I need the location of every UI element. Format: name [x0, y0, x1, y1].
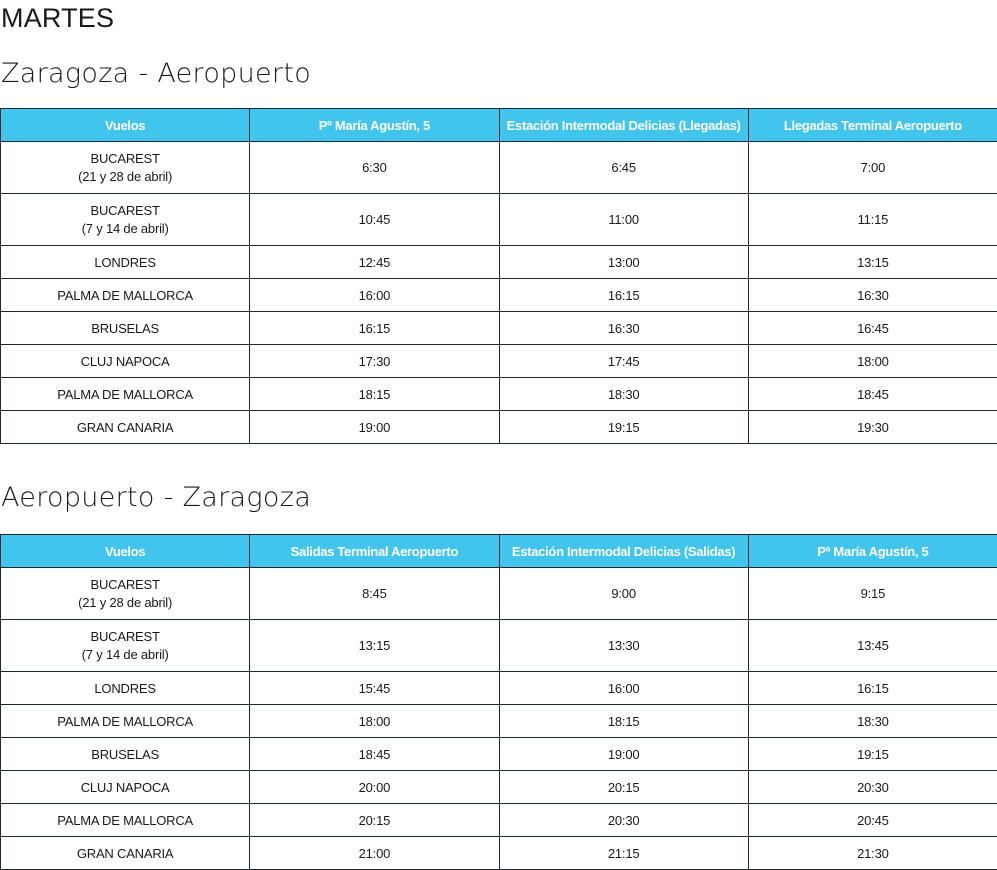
table-row [1, 279, 997, 312]
time-cell: 20:15 [250, 804, 499, 837]
column-header: Llegadas Terminal Aeropuerto [748, 109, 997, 142]
schedule-table-aeropuerto-zaragoza [0, 534, 997, 870]
flight-cell [1, 279, 250, 312]
time-cell: 6:30 [250, 142, 499, 194]
table-row [1, 312, 997, 345]
time-cell: 18:30 [748, 705, 997, 738]
flight-name: GRAN CANARIA [5, 420, 245, 435]
flight-dates-note: (7 y 14 de abril) [5, 646, 245, 664]
time-cell: 18:45 [250, 738, 499, 771]
time-cell: 19:00 [499, 738, 748, 771]
time-cell: 17:30 [250, 345, 499, 378]
column-header: Estación Intermodal Delicias (Salidas) [499, 535, 748, 568]
route-title-zaragoza-aeropuerto: Zaragoza - Aeropuerto [1, 57, 311, 91]
time-cell: 7:00 [748, 142, 997, 194]
time-cell: 16:45 [748, 312, 997, 345]
header-row [1, 535, 997, 568]
time-cell: 9:00 [499, 568, 748, 620]
flight-cell [1, 705, 250, 738]
time-cell: 16:15 [499, 279, 748, 312]
flight-name: CLUJ NAPOCA [5, 354, 245, 369]
time-cell: 18:30 [499, 378, 748, 411]
flight-cell [1, 312, 250, 345]
time-cell: 20:30 [748, 771, 997, 804]
table-row [1, 705, 997, 738]
flight-cell [1, 804, 250, 837]
flight-name: BUCAREST [5, 628, 245, 646]
column-header: Vuelos [1, 109, 250, 142]
time-cell: 20:45 [748, 804, 997, 837]
flight-cell [1, 345, 250, 378]
time-cell: 12:45 [250, 246, 499, 279]
table-row [1, 411, 997, 444]
time-cell: 15:45 [250, 672, 499, 705]
time-cell: 19:00 [250, 411, 499, 444]
flight-dates-note: (7 y 14 de abril) [5, 220, 245, 238]
flight-name: PALMA DE MALLORCA [5, 387, 245, 402]
column-header: Estación Intermodal Delicias (Llegadas) [499, 109, 748, 142]
time-cell: 20:15 [499, 771, 748, 804]
time-cell: 16:15 [250, 312, 499, 345]
time-cell: 16:15 [748, 672, 997, 705]
time-cell: 13:15 [250, 620, 499, 672]
table-row [1, 771, 997, 804]
time-cell: 13:00 [499, 246, 748, 279]
time-cell: 21:15 [499, 837, 748, 870]
flight-name: LONDRES [5, 255, 245, 270]
flight-name: BRUSELAS [5, 747, 245, 762]
column-header: Pº María Agustín, 5 [748, 535, 997, 568]
flight-name: BUCAREST [5, 576, 245, 594]
table-row [1, 620, 997, 672]
time-cell: 16:00 [499, 672, 748, 705]
table-row [1, 738, 997, 771]
time-cell: 9:15 [748, 568, 997, 620]
time-cell: 21:30 [748, 837, 997, 870]
flight-cell [1, 194, 250, 246]
time-cell: 16:00 [250, 279, 499, 312]
time-cell: 18:15 [250, 378, 499, 411]
flight-cell [1, 568, 250, 620]
table-row [1, 804, 997, 837]
time-cell: 10:45 [250, 194, 499, 246]
column-header: Salidas Terminal Aeropuerto [250, 535, 499, 568]
route-title-aeropuerto-zaragoza: Aeropuerto - Zaragoza [1, 481, 311, 515]
flight-cell [1, 738, 250, 771]
flight-name: PALMA DE MALLORCA [5, 714, 245, 729]
flight-name: BRUSELAS [5, 321, 245, 336]
table-row [1, 142, 997, 194]
table-row [1, 194, 997, 246]
flight-name: BUCAREST [5, 202, 245, 220]
flight-cell [1, 620, 250, 672]
time-cell: 8:45 [250, 568, 499, 620]
flight-name: LONDRES [5, 681, 245, 696]
time-cell: 11:00 [499, 194, 748, 246]
time-cell: 13:30 [499, 620, 748, 672]
flight-name: GRAN CANARIA [5, 846, 245, 861]
time-cell: 16:30 [748, 279, 997, 312]
time-cell: 18:45 [748, 378, 997, 411]
flight-dates-note: (21 y 28 de abril) [5, 168, 245, 186]
time-cell: 18:15 [499, 705, 748, 738]
time-cell: 21:00 [250, 837, 499, 870]
flight-name: BUCAREST [5, 150, 245, 168]
flight-cell [1, 411, 250, 444]
flight-cell [1, 378, 250, 411]
table-row [1, 378, 997, 411]
column-header: Vuelos [1, 535, 250, 568]
table-row [1, 837, 997, 870]
time-cell: 20:30 [499, 804, 748, 837]
flight-dates-note: (21 y 28 de abril) [5, 594, 245, 612]
flight-cell [1, 246, 250, 279]
flight-cell [1, 771, 250, 804]
time-cell: 17:45 [499, 345, 748, 378]
time-cell: 13:45 [748, 620, 997, 672]
time-cell: 11:15 [748, 194, 997, 246]
time-cell: 20:00 [250, 771, 499, 804]
time-cell: 6:45 [499, 142, 748, 194]
time-cell: 13:15 [748, 246, 997, 279]
flight-cell [1, 672, 250, 705]
header-row [1, 109, 997, 142]
day-title: MARTES [1, 1, 114, 35]
time-cell: 19:15 [499, 411, 748, 444]
flight-name: PALMA DE MALLORCA [5, 288, 245, 303]
table-row [1, 345, 997, 378]
flight-cell [1, 837, 250, 870]
time-cell: 16:30 [499, 312, 748, 345]
flight-name: CLUJ NAPOCA [5, 780, 245, 795]
time-cell: 19:15 [748, 738, 997, 771]
table-row [1, 246, 997, 279]
table-row [1, 672, 997, 705]
schedule-table-zaragoza-aeropuerto [0, 108, 997, 444]
time-cell: 18:00 [250, 705, 499, 738]
table-row [1, 568, 997, 620]
time-cell: 19:30 [748, 411, 997, 444]
time-cell: 18:00 [748, 345, 997, 378]
flight-cell [1, 142, 250, 194]
flight-name: PALMA DE MALLORCA [5, 813, 245, 828]
column-header: Pº María Agustín, 5 [250, 109, 499, 142]
